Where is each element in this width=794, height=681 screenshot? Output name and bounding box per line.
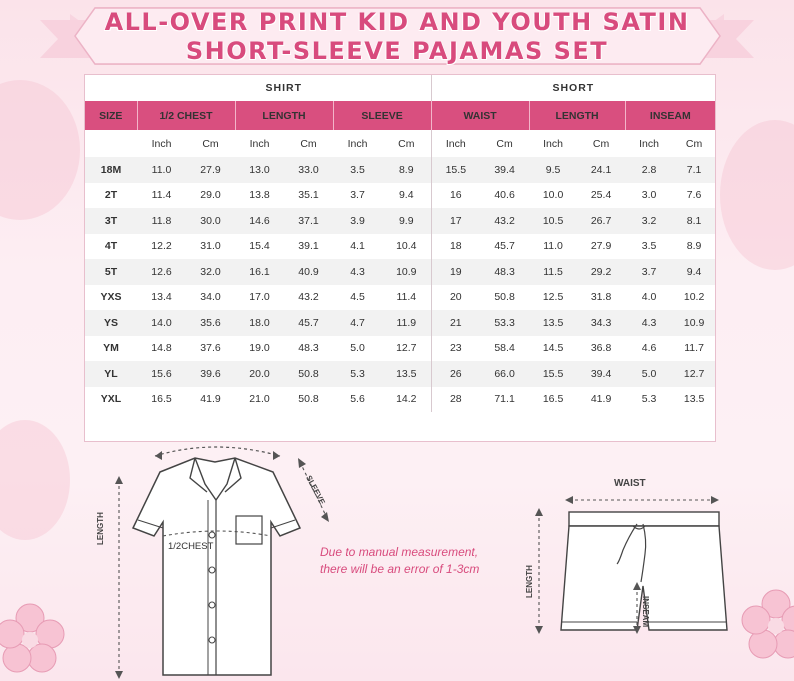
unit-cell: Cm bbox=[284, 130, 333, 157]
value-cell: 16.5 bbox=[542, 393, 564, 406]
value-cell: 4.3 bbox=[625, 310, 673, 336]
value-cell: 13.4 bbox=[151, 291, 172, 304]
note-line-1: Due to manual measurement, bbox=[320, 545, 479, 559]
short-length-label: LENGTH bbox=[525, 565, 534, 598]
value-cell: 17.0 bbox=[249, 291, 270, 304]
value-cell: 11.0 bbox=[137, 157, 186, 183]
group-short-label: SHORT bbox=[431, 75, 715, 101]
value-cell: 2.8 bbox=[625, 157, 673, 183]
value-cell: 18.0 bbox=[235, 310, 284, 336]
value-cell: 37.6 bbox=[200, 342, 221, 355]
unit-cell: Cm bbox=[577, 130, 625, 157]
background-blob bbox=[0, 80, 80, 220]
value-cell: 11.4 bbox=[396, 291, 417, 304]
unit-cell: Inch bbox=[529, 130, 577, 157]
value-cell: 3.7 bbox=[350, 189, 365, 202]
short-waist-label: WAIST bbox=[614, 478, 646, 489]
unit-cell: Inch bbox=[625, 130, 673, 157]
value-cell: 26.7 bbox=[577, 208, 625, 234]
value-cell: 17 bbox=[431, 208, 480, 234]
unit-cell: Inch bbox=[431, 130, 480, 157]
header-inseam: INSEAM bbox=[625, 101, 715, 130]
table-row bbox=[85, 234, 715, 260]
value-cell: 5.3 bbox=[641, 393, 657, 406]
value-cell: 11.4 bbox=[151, 189, 172, 202]
value-cell: 11.9 bbox=[382, 310, 431, 336]
unit-cell: Cm bbox=[480, 130, 529, 157]
unit-cell: Cm bbox=[382, 130, 431, 157]
table-row bbox=[85, 336, 715, 362]
value-cell: 48.3 bbox=[480, 259, 529, 285]
value-cell: 19 bbox=[431, 259, 480, 285]
table-row bbox=[85, 285, 715, 311]
value-cell: 4.0 bbox=[641, 291, 657, 304]
value-cell: 31.8 bbox=[590, 291, 612, 304]
value-cell: 58.4 bbox=[494, 342, 515, 355]
value-cell: 5.0 bbox=[350, 342, 365, 355]
measurement-note bbox=[320, 544, 520, 578]
value-cell: 39.4 bbox=[577, 361, 625, 387]
shirt-sleeve-label: SLEEVE bbox=[304, 474, 327, 507]
group-spacer bbox=[85, 75, 137, 101]
size-chart-table bbox=[84, 74, 716, 442]
table-row bbox=[85, 157, 715, 183]
table-row bbox=[85, 208, 715, 234]
value-cell: 15.5 bbox=[529, 361, 577, 387]
value-cell: 20 bbox=[431, 285, 480, 311]
value-cell: 16.5 bbox=[151, 393, 172, 406]
value-cell: 14.0 bbox=[137, 310, 186, 336]
value-cell: 29.0 bbox=[200, 189, 221, 202]
shorts-diagram bbox=[525, 490, 755, 650]
value-cell: 31.0 bbox=[200, 240, 221, 253]
unit-cell: Inch bbox=[333, 130, 382, 157]
value-cell: 10.2 bbox=[683, 291, 705, 304]
value-cell: 5.6 bbox=[350, 393, 365, 406]
size-cell: 5T bbox=[85, 259, 137, 285]
table-row bbox=[85, 259, 715, 285]
value-cell: 28 bbox=[431, 387, 480, 413]
value-cell: 4.7 bbox=[333, 310, 382, 336]
value-cell: 5.0 bbox=[625, 361, 673, 387]
size-cell: YXS bbox=[100, 291, 122, 304]
header-sleeve: SLEEVE bbox=[333, 101, 431, 130]
value-cell: 34.0 bbox=[200, 291, 221, 304]
header-short-length: LENGTH bbox=[529, 101, 625, 130]
value-cell: 12.7 bbox=[673, 361, 715, 387]
value-cell: 7.6 bbox=[686, 189, 702, 202]
value-cell: 14.5 bbox=[542, 342, 564, 355]
table-row bbox=[85, 387, 715, 413]
value-cell: 13.5 bbox=[529, 310, 577, 336]
value-cell: 16.1 bbox=[235, 259, 284, 285]
value-cell: 15.4 bbox=[249, 240, 270, 253]
value-cell: 41.9 bbox=[200, 393, 221, 406]
value-cell: 15.6 bbox=[137, 361, 186, 387]
header-waist: WAIST bbox=[431, 101, 529, 130]
flower-icon bbox=[746, 586, 794, 681]
value-cell: 20.0 bbox=[235, 361, 284, 387]
value-cell: 11.5 bbox=[529, 259, 577, 285]
header-chest: 1/2 CHEST bbox=[137, 101, 235, 130]
value-cell: 25.4 bbox=[590, 189, 612, 202]
value-cell: 37.1 bbox=[284, 208, 333, 234]
value-cell: 33.0 bbox=[284, 157, 333, 183]
size-cell: YXL bbox=[100, 393, 122, 406]
size-cell: YS bbox=[85, 310, 137, 336]
value-cell: 11.0 bbox=[543, 240, 563, 253]
value-cell: 12.6 bbox=[137, 259, 186, 285]
value-cell: 45.7 bbox=[494, 240, 515, 253]
value-cell: 3.9 bbox=[333, 208, 382, 234]
value-cell: 27.9 bbox=[590, 240, 612, 253]
value-cell: 13.0 bbox=[235, 157, 284, 183]
size-cell: YM bbox=[103, 342, 119, 355]
table-row bbox=[85, 183, 715, 209]
value-cell: 29.2 bbox=[577, 259, 625, 285]
value-cell: 39.1 bbox=[298, 240, 319, 253]
value-cell: 10.9 bbox=[673, 310, 715, 336]
value-cell: 15.5 bbox=[431, 157, 480, 183]
value-cell: 9.4 bbox=[673, 259, 715, 285]
flower-icon bbox=[0, 600, 70, 681]
value-cell: 3.5 bbox=[333, 157, 382, 183]
value-cell: 9.9 bbox=[382, 208, 431, 234]
value-cell: 3.5 bbox=[641, 240, 657, 253]
unit-cell: Inch bbox=[137, 130, 186, 157]
value-cell: 13.8 bbox=[249, 189, 270, 202]
group-shirt-label: SHIRT bbox=[265, 82, 303, 94]
value-cell: 19.0 bbox=[249, 342, 270, 355]
shirt-length-label: LENGTH bbox=[96, 512, 105, 545]
value-cell: 14.2 bbox=[396, 393, 417, 406]
title-banner bbox=[0, 0, 794, 70]
table-row bbox=[85, 310, 715, 336]
value-cell: 50.8 bbox=[494, 291, 515, 304]
value-cell: 40.9 bbox=[284, 259, 333, 285]
value-cell: 30.0 bbox=[186, 208, 235, 234]
value-cell: 27.9 bbox=[186, 157, 235, 183]
size-cell: 18M bbox=[85, 157, 137, 183]
value-cell: 4.3 bbox=[333, 259, 382, 285]
value-cell: 4.1 bbox=[350, 240, 365, 253]
size-cell: 2T bbox=[104, 189, 118, 202]
value-cell: 23 bbox=[431, 336, 480, 362]
value-cell: 50.8 bbox=[284, 361, 333, 387]
value-cell: 35.6 bbox=[186, 310, 235, 336]
value-cell: 12.2 bbox=[151, 240, 172, 253]
value-cell: 11.7 bbox=[684, 342, 704, 355]
value-cell: 43.2 bbox=[298, 291, 319, 304]
value-cell: 13.5 bbox=[382, 361, 431, 387]
header-shirt-length: LENGTH bbox=[235, 101, 333, 130]
unit-cell: Cm bbox=[673, 130, 715, 157]
unit-spacer bbox=[85, 130, 137, 157]
value-cell: 9.5 bbox=[529, 157, 577, 183]
header-size: SIZE bbox=[85, 101, 137, 130]
unit-cell: Cm bbox=[186, 130, 235, 157]
note-line-2: there will be an error of 1-3cm bbox=[320, 562, 480, 576]
short-inseam-label: INSEAM bbox=[641, 596, 650, 628]
value-cell: 34.3 bbox=[577, 310, 625, 336]
value-cell: 7.1 bbox=[673, 157, 715, 183]
value-cell: 71.1 bbox=[494, 393, 515, 406]
value-cell: 39.6 bbox=[186, 361, 235, 387]
value-cell: 24.1 bbox=[577, 157, 625, 183]
value-cell: 53.3 bbox=[480, 310, 529, 336]
shirt-chest-label: 1/2CHEST bbox=[168, 541, 214, 552]
value-cell: 13.5 bbox=[683, 393, 705, 406]
size-cell: 4T bbox=[104, 240, 118, 253]
title-line-2: SHORT-SLEEVE PAJAMAS SET bbox=[185, 37, 609, 65]
background-blob bbox=[720, 120, 794, 270]
value-cell: 21.0 bbox=[249, 393, 270, 406]
title-line-1: ALL-OVER PRINT KID AND YOUTH SATIN bbox=[104, 8, 690, 36]
value-cell: 50.8 bbox=[298, 393, 319, 406]
value-cell: 66.0 bbox=[480, 361, 529, 387]
value-cell: 3.2 bbox=[625, 208, 673, 234]
value-cell: 35.1 bbox=[298, 189, 319, 202]
background-blob bbox=[0, 420, 70, 540]
value-cell: 21 bbox=[431, 310, 480, 336]
value-cell: 11.8 bbox=[137, 208, 186, 234]
value-cell: 40.6 bbox=[494, 189, 515, 202]
value-cell: 16 bbox=[431, 183, 480, 209]
value-cell: 18 bbox=[431, 234, 480, 260]
value-cell: 45.7 bbox=[284, 310, 333, 336]
value-cell: 43.2 bbox=[480, 208, 529, 234]
size-cell: YL bbox=[85, 361, 137, 387]
value-cell: 12.7 bbox=[396, 342, 417, 355]
value-cell: 4.6 bbox=[641, 342, 657, 355]
unit-cell: Inch bbox=[235, 130, 284, 157]
value-cell: 36.8 bbox=[590, 342, 612, 355]
size-cell: 3T bbox=[85, 208, 137, 234]
value-cell: 10.9 bbox=[382, 259, 431, 285]
table-row bbox=[85, 361, 715, 387]
shirt-diagram bbox=[95, 440, 335, 681]
value-cell: 8.9 bbox=[686, 240, 702, 253]
value-cell: 10.5 bbox=[529, 208, 577, 234]
value-cell: 48.3 bbox=[298, 342, 319, 355]
value-cell: 39.4 bbox=[480, 157, 529, 183]
value-cell: 10.4 bbox=[396, 240, 417, 253]
value-cell: 10.0 bbox=[542, 189, 564, 202]
value-cell: 8.1 bbox=[673, 208, 715, 234]
value-cell: 9.4 bbox=[398, 189, 414, 202]
value-cell: 5.3 bbox=[333, 361, 382, 387]
value-cell: 3.0 bbox=[641, 189, 657, 202]
value-cell: 12.5 bbox=[542, 291, 564, 304]
value-cell: 3.7 bbox=[625, 259, 673, 285]
value-cell: 32.0 bbox=[186, 259, 235, 285]
value-cell: 14.6 bbox=[235, 208, 284, 234]
value-cell: 14.8 bbox=[151, 342, 172, 355]
value-cell: 4.5 bbox=[350, 291, 365, 304]
value-cell: 26 bbox=[431, 361, 480, 387]
value-cell: 41.9 bbox=[590, 393, 612, 406]
value-cell: 8.9 bbox=[382, 157, 431, 183]
